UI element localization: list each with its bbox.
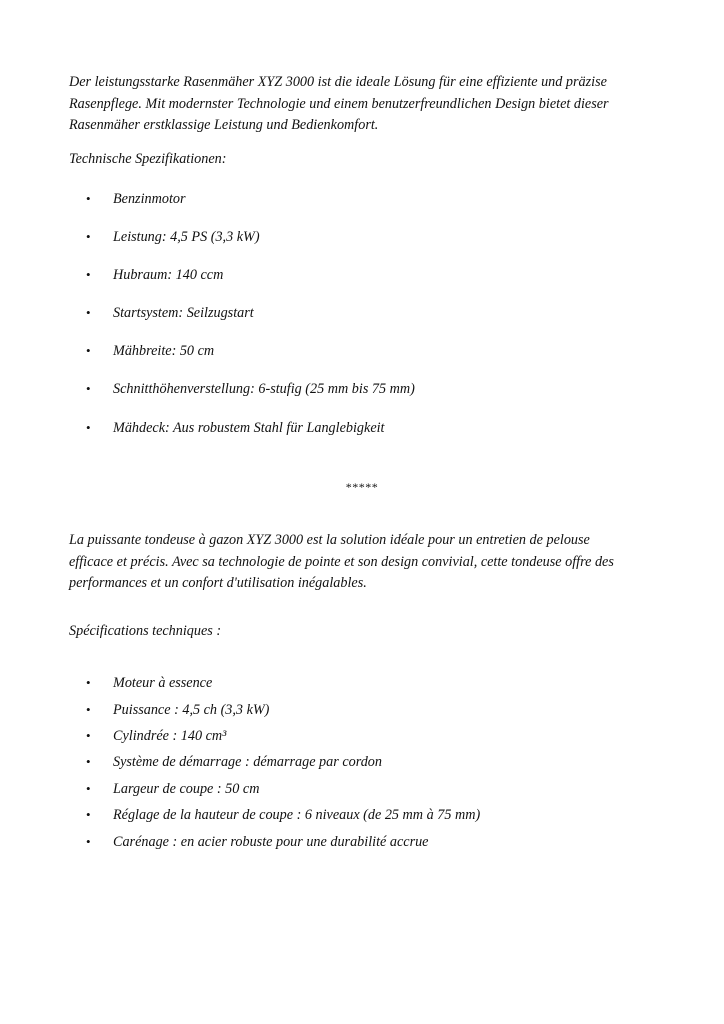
french-spec-item: [86, 726, 226, 746]
french-spec-item: [86, 832, 428, 852]
german-spec-text: Benzinmotor: [113, 191, 186, 207]
german-spec-text: Startsystem: Seilzugstart: [113, 305, 254, 321]
french-spec-text: Système de démarrage : démarrage par cordon: [113, 754, 382, 770]
french-intro-paragraph: [69, 530, 649, 595]
french-specs-heading: Spécifications techniques :: [69, 623, 222, 639]
french-spec-text: Moteur à essence: [113, 675, 213, 691]
bullet-icon: •: [86, 754, 91, 769]
french-intro-line-3: performances et un confort d'utilisation inégalables.: [69, 575, 367, 591]
french-spec-text: Cylindrée : 140 cm³: [113, 728, 227, 744]
german-spec-text: Hubraum: 140 ccm: [113, 267, 224, 283]
french-intro-line-1: La puissante tondeuse à gazon XYZ 3000 est la solution idéale pour un entretien de pelouse: [69, 532, 590, 548]
german-intro-paragraph: [69, 72, 649, 137]
bullet-icon: •: [86, 702, 91, 717]
bullet-icon: •: [86, 381, 91, 396]
french-spec-item: [86, 673, 212, 693]
german-spec-item: [86, 379, 415, 399]
french-intro-line-2: efficace et précis. Avec sa technologie de pointe et son design convivial, cette tondeuse offre des: [69, 553, 614, 570]
bullet-icon: •: [86, 343, 91, 358]
french-spec-text: Carénage : en acier robuste pour une durabilité accrue: [113, 834, 429, 850]
bullet-icon: •: [86, 675, 91, 690]
german-spec-item: [86, 418, 385, 438]
german-intro-line-1: Der leistungsstarke Rasenmäher XYZ 3000 ist die ideale Lösung für eine effiziente und präzise: [69, 74, 607, 90]
bullet-icon: •: [86, 781, 91, 796]
german-spec-item: [86, 341, 214, 361]
french-spec-text: Largeur de coupe : 50 cm: [113, 781, 260, 797]
french-spec-text: Réglage de la hauteur de coupe : 6 niveaux (de 25 mm à 75 mm): [113, 807, 481, 823]
german-intro-line-2: Rasenpflege. Mit modernster Technologie und einem benutzerfreundlichen Design bietet dieser: [69, 95, 609, 112]
bullet-icon: •: [86, 191, 91, 206]
german-specs-heading: Technische Spezifikationen:: [69, 151, 227, 167]
bullet-icon: •: [86, 267, 91, 282]
german-spec-item: [86, 227, 260, 247]
french-spec-item: [86, 752, 382, 772]
german-spec-text: Schnitthöhenverstellung: 6-stufig (25 mm bis 75 mm): [113, 381, 415, 397]
section-separator: *****: [345, 480, 379, 494]
french-spec-text: Puissance : 4,5 ch (3,3 kW): [113, 702, 270, 718]
bullet-icon: •: [86, 728, 91, 743]
german-spec-text: Mähbreite: 50 cm: [113, 343, 215, 359]
french-spec-item: [86, 805, 480, 825]
german-spec-text: Leistung: 4,5 PS (3,3 kW): [113, 229, 260, 245]
bullet-icon: •: [86, 420, 91, 435]
bullet-icon: •: [86, 834, 91, 849]
german-spec-text: Mähdeck: Aus robustem Stahl für Langlebigkeit: [113, 420, 385, 436]
bullet-icon: •: [86, 807, 91, 822]
german-spec-item: [86, 303, 254, 323]
german-spec-item: [86, 265, 223, 285]
french-spec-item: [86, 779, 259, 799]
french-spec-item: [86, 700, 269, 720]
german-spec-item: [86, 189, 186, 209]
bullet-icon: •: [86, 305, 91, 320]
german-intro-line-3: Rasenmäher erstklassige Leistung und Bedienkomfort.: [69, 117, 379, 133]
bullet-icon: •: [86, 229, 91, 244]
